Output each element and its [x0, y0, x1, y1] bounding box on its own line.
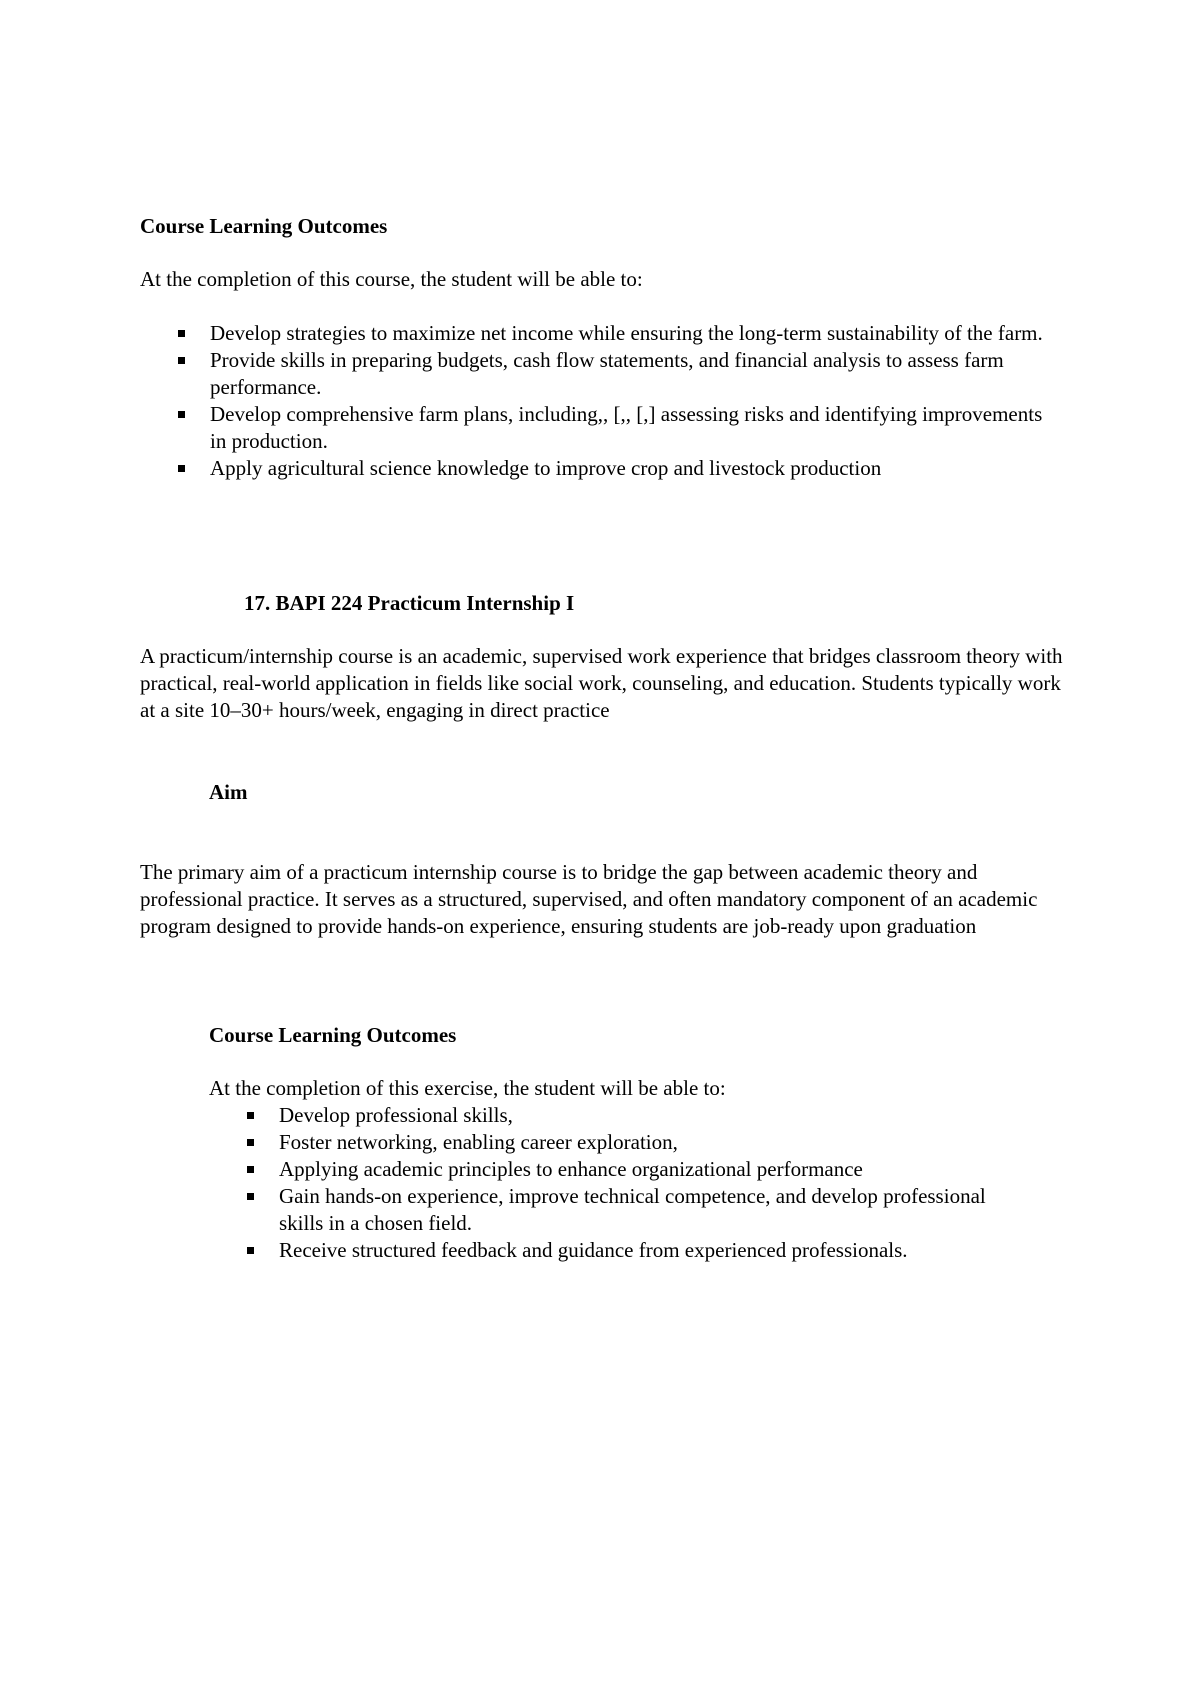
square-bullet-icon: [178, 411, 185, 418]
list-item: Gain hands-on experience, improve technical competence, and develop professional skills in a chosen field.: [209, 1183, 1009, 1237]
square-bullet-icon: [247, 1247, 254, 1254]
course-description: A practicum/internship course is an academic, supervised work experience that bridges classroom theory with practical, real-world application in fields like social work, counseling, and education. Students typically work at a site 10–30+ hours/week, engaging in direct practice: [140, 644, 1063, 722]
course-title: 17. BAPI 224 Practicum Internship I: [244, 591, 575, 615]
aim-heading: Aim: [209, 780, 248, 804]
square-bullet-icon: [247, 1139, 254, 1146]
square-bullet-icon: [247, 1166, 254, 1173]
section-intro: At the completion of this course, the student will be able to:: [140, 267, 643, 291]
square-bullet-icon: [247, 1112, 254, 1119]
outcomes-intro: At the completion of this exercise, the student will be able to:: [209, 1076, 726, 1100]
list-item: Provide skills in preparing budgets, cash flow statements, and financial analysis to assess farm performance.: [140, 347, 1060, 401]
list-item: Apply agricultural science knowledge to improve crop and livestock production: [140, 455, 1060, 482]
list-item: Develop professional skills,: [209, 1102, 1009, 1129]
list-item: Applying academic principles to enhance organizational performance: [209, 1156, 1009, 1183]
list-item: Develop comprehensive farm plans, including,, [,, [,] assessing risks and identifying improvements in production.: [140, 401, 1060, 455]
list-item: Receive structured feedback and guidance from experienced professionals.: [209, 1237, 1009, 1264]
aim-text: The primary aim of a practicum internship course is to bridge the gap between academic theory and professional practice. It serves as a structured, supervised, and often mandatory component of an academic program designed to provide hands-on experience, ensuring students are job-ready upon graduation: [140, 860, 1038, 938]
section-heading: Course Learning Outcomes: [140, 214, 388, 238]
internship-outcomes-list: [209, 1102, 1009, 1264]
square-bullet-icon: [178, 465, 185, 472]
square-bullet-icon: [178, 330, 185, 337]
outcomes-list: [140, 320, 1060, 482]
list-item: Develop strategies to maximize net income while ensuring the long-term sustainability of the farm.: [140, 320, 1060, 347]
outcomes-heading: Course Learning Outcomes: [209, 1023, 457, 1047]
square-bullet-icon: [178, 357, 185, 364]
list-item: Foster networking, enabling career exploration,: [209, 1129, 1009, 1156]
square-bullet-icon: [247, 1193, 254, 1200]
